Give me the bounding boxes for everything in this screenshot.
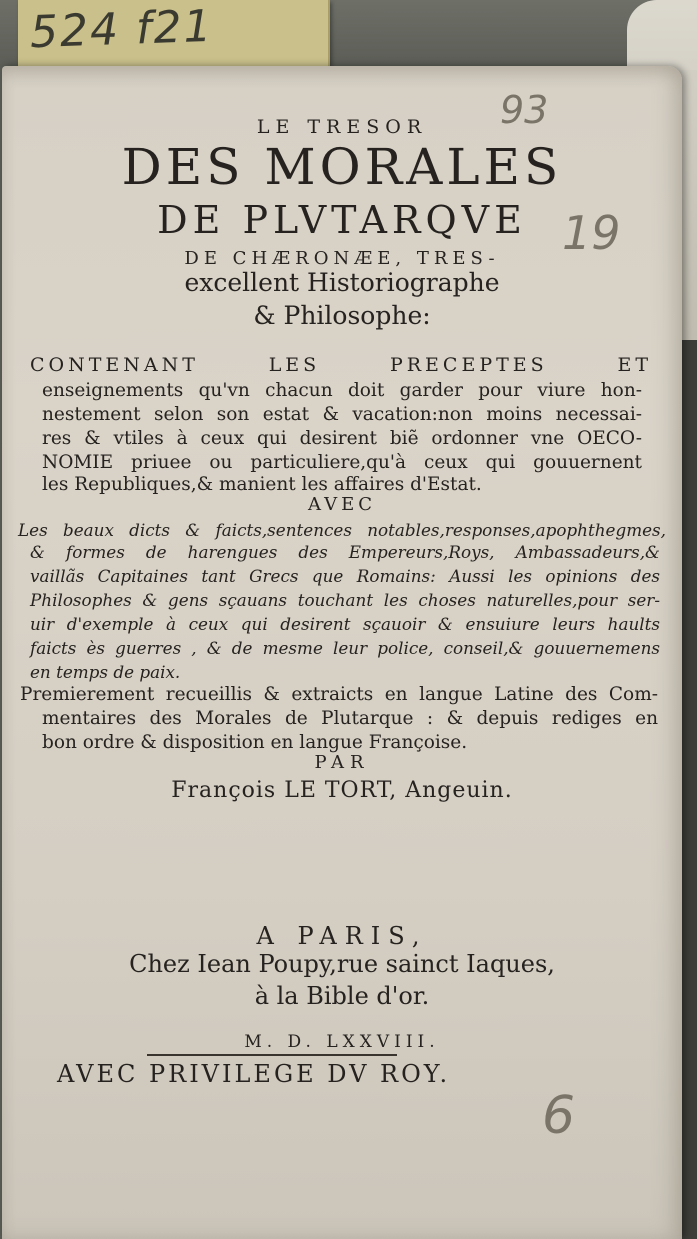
imprint-sign: à la Bible d'or. — [254, 982, 430, 1010]
privilege-line: AVEC PRIVILEGE DV ROY. — [57, 1060, 451, 1088]
contents-line-6: les Republiques,& manient les affaires d'Estat. — [42, 474, 482, 495]
pencil-mark-top-right: 93 — [500, 88, 549, 132]
title-line-3: DE PLVTARQVE — [157, 198, 527, 242]
avec-heading: AVEC — [307, 494, 376, 515]
divider-rule — [147, 1054, 397, 1056]
title-line-4: DE CHÆRONÆE, TRES- — [184, 248, 500, 269]
par-heading: PAR — [314, 752, 370, 773]
shelfmark-label — [18, 0, 330, 66]
title-line-1: LE TRESOR — [256, 116, 428, 138]
compiled-line-2: mentaires des Morales de Plutarque : & depuis rediges en — [42, 708, 658, 729]
contents-line-3: nestement selon son estat & vacation:non moins necessai- — [42, 404, 642, 425]
italic-line-3: vaillãs Capitaines tant Grecs que Romains: Aussi les opinions des — [30, 566, 660, 586]
title-page — [2, 66, 682, 1239]
italic-line-4: Philosophes & gens sçauans touchant les choses naturelles,pour ser- — [30, 590, 660, 610]
pencil-mark-bottom: 6 — [542, 1086, 576, 1146]
shelfmark-text: 524 f21 — [29, 0, 215, 59]
contents-line-1: CONTENANT LES PRECEPTES ET — [30, 354, 652, 376]
compiled-line-3: bon ordre & disposition en langue Françoise. — [42, 732, 468, 753]
italic-line-7: en temps de paix. — [30, 662, 181, 682]
contents-line-5: NOMIE priuee ou particuliere,qu'à ceux qui gouuernent — [42, 452, 642, 473]
title-line-5: excellent Historiographe — [184, 268, 500, 297]
author-name: François LE TORT, Angeuin. — [171, 778, 513, 803]
contents-line-2: enseignements qu'vn chacun doit garder pour viure hon- — [42, 380, 642, 401]
imprint-city: A PARIS, — [256, 922, 428, 950]
contents-line-4: res & vtiles à ceux qui desirent biẽ ordonner vne OECO- — [42, 428, 642, 449]
title-line-2: DES MORALES — [121, 138, 563, 196]
italic-line-2: & formes de harengues des Empereurs,Roys, Ambassadeurs,& — [30, 542, 660, 562]
title-line-6: & Philosophe: — [253, 301, 431, 330]
italic-line-5: uir d'exemple à ceux qui desirent sçauoir & ensuiure leurs haults — [30, 614, 660, 634]
italic-line-1: Les beaux dicts & faicts,sentences notables,responses,apophthegmes, — [18, 520, 666, 540]
publication-year: M. D. LXXVIII. — [244, 1032, 440, 1052]
italic-line-6: faicts ès guerres , & de mesme leur police, conseil,& gouuernemens — [30, 638, 660, 658]
compiled-line-1: Premierement recueillis & extraicts en langue Latine des Com- — [20, 684, 658, 705]
imprint-printer: Chez Iean Poupy,rue sainct Iaques, — [129, 950, 555, 978]
pencil-mark-side: 19 — [562, 206, 621, 260]
